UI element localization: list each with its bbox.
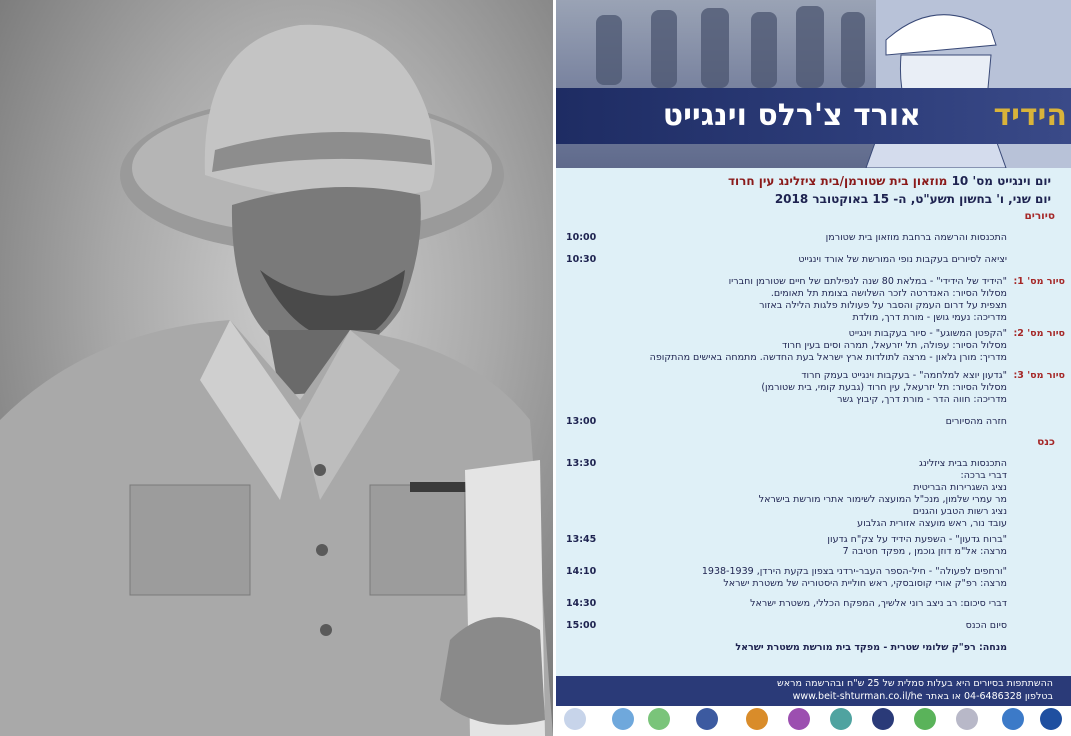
sponsor-logo-icon [872,708,894,730]
header-line-1-c: עין חרוד [727,174,775,188]
conference-line: נציג השגרירות הבריטית [913,482,1007,493]
conference-line: נציג רשות הטבע והגנים [912,506,1007,517]
sponsor-logo-icon [1002,708,1024,730]
schedule-time: 15:00 [566,620,597,631]
event-poster [556,0,1071,736]
tour-3-label: סיור מס' 3: [1013,370,1065,381]
sponsor-logo-icon [914,708,936,730]
sponsor-logo-icon [830,708,852,730]
poster-footer [556,676,1071,706]
sponsor-logo-icon [564,708,586,730]
sponsor-logo-icon [956,708,978,730]
tour-1-line4: מדריכה: נעמי גושן - מורת דרך, מולדת [852,312,1007,323]
conference-line: דברי ברכה: [960,470,1007,481]
title-accent: הידיד [993,98,1067,133]
schedule-time: 13:00 [566,416,597,427]
conference-line: דברי סיכום: רב ניצב רוני אלשיך, המפקח הכללי, משטרת ישראל [750,598,1007,609]
schedule-time: 10:00 [566,232,597,243]
moderator: מנחה: רפ"ק שלומי שטרית - מפקד בית מורשת משטרת ישראל [735,642,1007,653]
schedule-time: 13:30 [566,458,597,469]
schedule-time: 13:45 [566,534,597,545]
section-conference: כנס [1037,436,1055,448]
sponsor-logo-icon [1040,708,1062,730]
schedule-text: חזרה מהסיורים [945,416,1007,427]
conference-line: מרצה: אל"מ דוזן גוכמן , מפקד חטיבה 7 [842,546,1007,557]
schedule-time: 10:30 [566,254,597,265]
footer-line-2: בטלפון 04-6486328 או באתר www.beit-shturman.co.il/he [792,691,1053,702]
conference-line: התכנסות בבית ציזלינג [919,458,1007,469]
conference-line: מר עמרי שלמון, מנכ"ל המועצה לשימור אתרי מורשת בישראל [758,494,1007,505]
conference-line: עובד נור, ראש מועצה אזורית הגלבוע [857,518,1007,529]
conference-line: מרצה: רפ"ק אורי קוסובסקי, ראש חוליית היסטוריה של משטרת ישראל [723,578,1007,589]
sponsor-logo-icon [648,708,670,730]
tour-1-line2: מסלול הסיור: האנדרטה לזכר השלושה בצומת תל תאומים. [770,288,1007,299]
section-tours: סיורים [1024,210,1055,222]
tour-1-line1: "הידיד של הידידי" - במלאת 80 שנה לנפילתם של חיים שטורמן וחבריו [728,276,1007,287]
header-line-1-a: יום וינגייט מס' 10 [951,174,1051,188]
schedule-time: 14:30 [566,598,597,609]
sponsor-logo-icon [788,708,810,730]
schedule-text: התכנסות והרשמה ברחבת מוזאון בית שטורמן [825,232,1007,243]
tour-1-line3: תצפית על דרום העמק והסבר על פעולות פלגות הלילה באזור [759,300,1007,311]
tour-2-label: סיור מס' 2: [1013,328,1065,339]
header-line-2: יום שני, ו' בחשון תשע"ט, ה- 15 באוקטובר 2018 [774,192,1051,206]
conference-line: "ברוח גדעון" - השפעת הידיד על צק"ח גדעון [827,534,1007,545]
tour-3-line2: מסלול הסיור: תל יזרעאל, עין חרוד (גבעת קומי, בית שטורמן) [761,382,1007,393]
conference-line: סיום הכנס [965,620,1007,631]
title-main: אורד צ'רלס וינגייט [662,98,921,133]
tour-2-line2: מסלול הסיור: עפולה, תל יזרעאל, תמרה וסים בעין חרוד [782,340,1007,351]
footer-line-1: ההשתתפות בסיורים היא בעלות סמלית של 25 ש"ח ובהרשמה מראש [777,678,1053,689]
schedule-text: יציאה לסיורים בעקבות נופי המורשת של אורד וינגייט [798,254,1007,265]
tour-1-label: סיור מס' 1: [1013,276,1065,287]
tour-2-line1: "הקפטן המשוגע" - סיור בעקבות וינגייט [848,328,1007,339]
sponsor-logo-icon [612,708,634,730]
header-line-1-b: מוזאון בית שטורמן/בית ציזלינג [778,174,948,188]
conference-line: "ורחפים לפעולה" - חיל-הספר העבר-ירדני בצפון בקעת הירדן, 1938-1939 [701,566,1007,577]
schedule-time: 14:10 [566,566,597,577]
tour-3-line1: "גדעון יוצא למלחמה" - בעקבות וינגייט בעמק חרוד [801,370,1007,381]
tour-2-line3: מדריך: מורן גלאון - מרצה לתולדות ארץ ישראל בעת החדשה. מתמחה באישים מהתקופה [649,352,1007,363]
tour-3-line3: מדריכה: חווה הדר - מורת דרך, קיבוץ גשר [837,394,1007,405]
header-line-1 [728,174,1051,188]
sponsor-logo-icon [696,708,718,730]
sponsor-logo-icon [746,708,768,730]
